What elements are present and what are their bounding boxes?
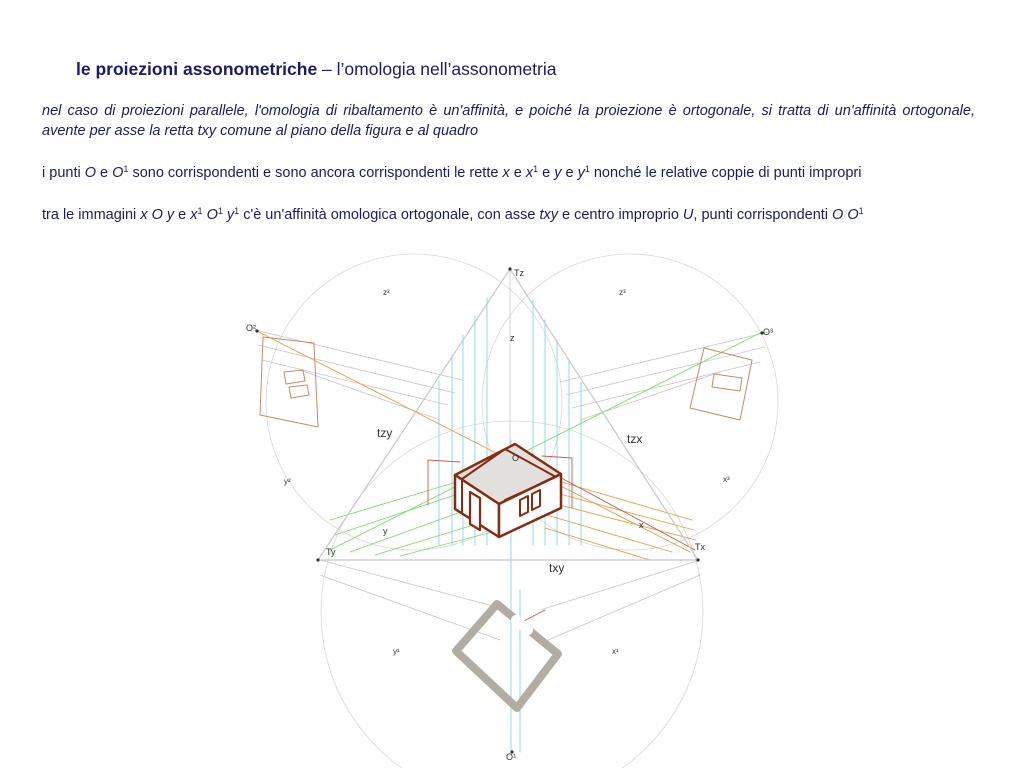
math-y1: y: [226, 207, 235, 223]
math-y: y: [554, 165, 562, 181]
plan-window-zy-1: [284, 370, 305, 384]
point-tz: [508, 267, 511, 270]
paragraph-corresponding-points: [42, 163, 975, 183]
plan-window-zx: [712, 374, 742, 391]
paragraph-affinity-definition: [42, 101, 975, 141]
title-bold: le proiezioni assonometriche: [76, 59, 318, 79]
text-span: , punti corrispondenti: [693, 207, 833, 223]
superscript-1: 1: [584, 164, 590, 174]
red-line: [428, 460, 460, 462]
math-O: O: [832, 207, 844, 223]
paragraph-1-text: nel caso di proiezioni parallele, l'omologia di ribaltamento è un'affinità, e poiché la proiezione è ortogonale, si tratta di un'affinità ortogonale, avente per asse la retta txy comune al piano della figura e al quadro: [42, 103, 975, 139]
text-span: nonché le relative coppie di punti impropri: [589, 165, 862, 181]
plan-outline-zy: [260, 337, 318, 427]
rebatted-plan-zy: [260, 337, 318, 427]
label-z: z: [510, 333, 515, 343]
superscript-1: 1: [858, 206, 864, 216]
gray-line: [300, 370, 440, 420]
gray-line: [560, 332, 768, 382]
superscript-1: 1: [217, 206, 223, 216]
math-U: U: [682, 207, 694, 223]
house-door: [470, 492, 480, 530]
label-y: y: [383, 526, 388, 536]
point-tx: [696, 558, 699, 561]
math-y1: y: [577, 165, 585, 181]
red-line: [522, 610, 545, 622]
plan-window-zy-2: [289, 385, 309, 398]
orange-line: [545, 528, 650, 560]
text-span: i punti: [42, 165, 85, 181]
text-span: sono corrispondenti e sono ancora corrispondenti le rette: [128, 165, 503, 181]
label-tzx: tzx: [627, 432, 643, 446]
label-tzy: tzy: [377, 426, 393, 440]
label-o: O: [512, 453, 520, 463]
text-span: e: [96, 165, 113, 181]
label-z3: z³: [619, 288, 626, 297]
slide-title: [76, 59, 976, 80]
gray-line: [258, 345, 455, 393]
gray-line: [572, 362, 760, 408]
gray-line: [262, 360, 448, 405]
math-x: x: [502, 165, 510, 181]
math-O: O: [84, 165, 97, 181]
text-span: e: [538, 165, 555, 181]
text-span: e centro improprio: [558, 207, 683, 223]
rebatted-plan-xy: [456, 604, 558, 708]
text-span: tra le immagini: [42, 207, 141, 223]
superscript-1: 1: [234, 206, 240, 216]
text-span: c'è un'affinità omologica ortogonale, con asse: [239, 207, 540, 223]
math-O1: O: [112, 165, 124, 181]
label-x: x: [639, 520, 644, 530]
label-txy: txy: [549, 561, 565, 575]
math-txy: txy: [539, 207, 558, 223]
math-O1: O: [206, 207, 218, 223]
text-span: e: [561, 165, 578, 181]
house-window-2: [532, 490, 540, 510]
math-xOy: x O y: [140, 207, 175, 223]
text-span: e: [509, 165, 526, 181]
superscript-1: 1: [197, 206, 203, 216]
math-x1: x: [525, 165, 534, 181]
house-window-1: [520, 496, 528, 516]
point-ty: [316, 558, 319, 561]
text-span: e: [174, 207, 191, 223]
label-y1: y¹: [393, 647, 400, 656]
title-rest: – l’omologia nell’assonometria: [317, 59, 557, 79]
label-o1: O¹: [506, 752, 516, 762]
axonometric-diagram: [230, 248, 800, 768]
label-x3: x³: [723, 475, 730, 484]
superscript-1: 1: [533, 164, 539, 174]
gray-line: [255, 330, 462, 380]
label-tx: Tx: [695, 542, 705, 552]
superscript-1: 1: [123, 164, 129, 174]
gray-line: [566, 347, 765, 395]
plan-wall-outer: [456, 604, 558, 708]
gray-line: [548, 575, 700, 640]
label-o2: O²: [246, 323, 256, 333]
label-ty: Ty: [326, 547, 336, 557]
plan-door-gap: [516, 620, 528, 630]
plan-outline-zx: [690, 348, 752, 420]
label-y2: y²: [284, 477, 291, 486]
orange-line: [530, 510, 672, 552]
paragraph-orthogonal-affinity: [42, 205, 975, 225]
math-O1: O: [847, 207, 859, 223]
rebatted-plan-zx: [690, 348, 752, 420]
label-x1: x¹: [612, 647, 619, 656]
label-tz: Tz: [514, 268, 524, 278]
label-o3: O³: [763, 327, 773, 337]
math-x1: x: [190, 207, 198, 223]
label-z2: z²: [383, 288, 390, 297]
